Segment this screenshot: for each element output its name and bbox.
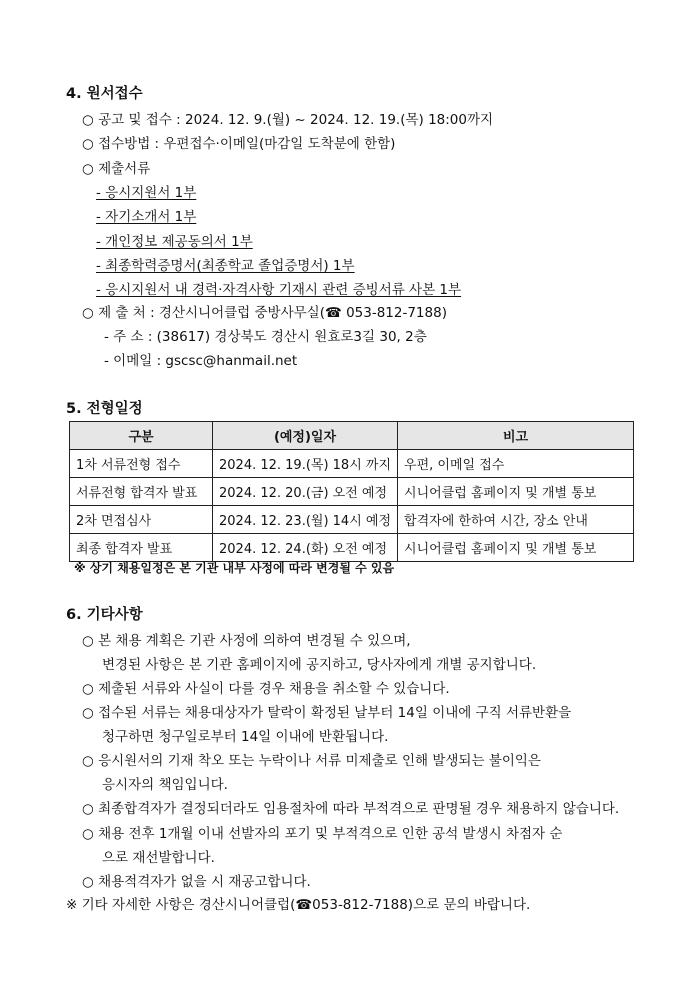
application-method: ○ 접수방법 : 우편접수·이메일(마감일 도착분에 한함)	[82, 136, 396, 152]
email: - 이메일 : gscsc@hanmail.net	[104, 353, 298, 369]
column-header: 비고	[398, 422, 634, 450]
notice-line: ○ 본 채용 계획은 기관 사정에 의하여 변경될 수 있으며,	[82, 633, 411, 649]
table-cell: 2차 면접심사	[70, 506, 213, 534]
application-period: ○ 공고 및 접수 : 2024. 12. 9.(월) ~ 2024. 12. 19.(목) 18:00까지	[82, 112, 494, 128]
schedule-table	[69, 421, 634, 562]
document-item: - 최종학력증명서(최종학교 졸업증명서) 1부	[96, 258, 355, 274]
table-cell: 2024. 12. 19.(목) 18시 까지	[213, 450, 398, 478]
table-cell: 2024. 12. 24.(화) 오전 예정	[213, 534, 398, 562]
document-item: - 개인정보 제공동의서 1부	[96, 234, 253, 250]
notice-line: 으로 재선발합니다.	[102, 850, 215, 866]
column-header: (예정)일자	[213, 422, 398, 450]
document-item: - 응시지원서 내 경력·자격사항 기재시 관련 증빙서류 사본 1부	[96, 282, 462, 298]
table-cell: 합격자에 한하여 시간, 장소 안내	[398, 506, 634, 534]
notice-line: ○ 응시원서의 기재 착오 또는 누락이나 서류 미제출로 인해 발생되는 불이익은	[82, 753, 541, 769]
notice-line: 변경된 사항은 본 기관 홈페이지에 공지하고, 당사자에게 개별 공지합니다.	[102, 657, 537, 673]
table-row	[70, 450, 634, 478]
table-cell: 시니어클럽 홈페이지 및 개별 통보	[398, 478, 634, 506]
table-row	[70, 478, 634, 506]
document-item: - 자기소개서 1부	[96, 209, 197, 225]
submit-to: ○ 제 출 처 : 경산시니어클럽 중방사무실(☎ 053-812-7188)	[82, 305, 447, 321]
footer-note: ※ 기타 자세한 사항은 경산시니어클럽(☎053-812-7188)으로 문의 바랍니다.	[66, 897, 531, 913]
notice-line: ○ 제출된 서류와 사실이 다를 경우 채용을 취소할 수 있습니다.	[82, 681, 450, 697]
table-header-row	[70, 422, 634, 450]
notice-line: ○ 최종합격자가 결정되더라도 임용절차에 따라 부적격으로 판명될 경우 채용하지 않습니다.	[82, 801, 620, 817]
notice-line: 청구하면 청구일로부터 14일 이내에 반환됩니다.	[102, 729, 389, 745]
table-cell: 2024. 12. 20.(금) 오전 예정	[213, 478, 398, 506]
table-row	[70, 534, 634, 562]
table-cell: 우편, 이메일 접수	[398, 450, 634, 478]
notice-line: ○ 채용적격자가 없을 시 재공고합니다.	[82, 874, 311, 890]
notice-line: 응시자의 책임입니다.	[102, 777, 228, 793]
section-4-title: 4. 원서접수	[66, 86, 143, 102]
notice-line: ○ 채용 전후 1개월 이내 선발자의 포기 및 부적격으로 인한 공석 발생시 차점자 순	[82, 826, 563, 842]
column-header: 구분	[70, 422, 213, 450]
table-cell: 2024. 12. 23.(월) 14시 예정	[213, 506, 398, 534]
section-6-title: 6. 기타사항	[66, 607, 143, 623]
documents-label: ○ 제출서류	[82, 161, 151, 177]
schedule-note: ※ 상기 채용일정은 본 기관 내부 사정에 따라 변경될 수 있음	[74, 561, 395, 575]
address: - 주 소 : (38617) 경상북도 경산시 원효로3길 30, 2층	[104, 329, 427, 345]
table-cell: 시니어클럽 홈페이지 및 개별 통보	[398, 534, 634, 562]
section-5-title: 5. 전형일정	[66, 401, 143, 417]
notice-line: ○ 접수된 서류는 채용대상자가 탈락이 확정된 날부터 14일 이내에 구직 서류반환을	[82, 705, 572, 721]
document-item: - 응시지원서 1부	[96, 185, 197, 201]
table-cell: 1차 서류전형 접수	[70, 450, 213, 478]
table-cell: 서류전형 합격자 발표	[70, 478, 213, 506]
table-row	[70, 506, 634, 534]
table-cell: 최종 합격자 발표	[70, 534, 213, 562]
